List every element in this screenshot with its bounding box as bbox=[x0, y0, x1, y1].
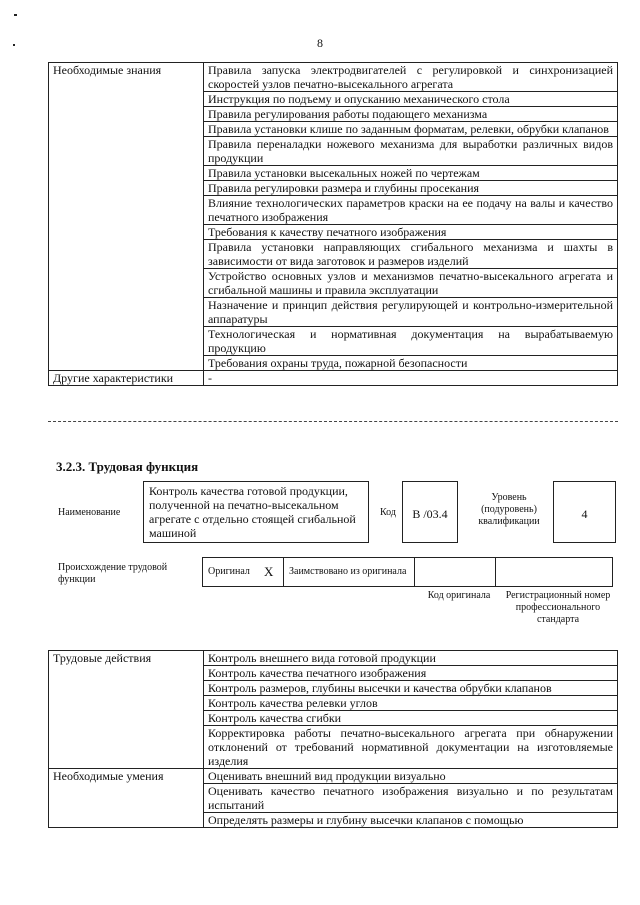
row-item: - bbox=[204, 371, 618, 386]
original-label: Оригинал bbox=[203, 558, 260, 587]
page-number: 8 bbox=[317, 36, 323, 50]
row-item: Технологическая и нормативная документация на вырабатываемую продукцию bbox=[204, 327, 618, 356]
name-label: Наименование bbox=[58, 507, 121, 518]
original-mark: X bbox=[259, 558, 284, 587]
row-item: Оценивать внешний вид продукции визуально bbox=[204, 769, 618, 784]
table-row bbox=[49, 651, 618, 666]
row-item: Назначение и принцип действия регулирующей и контрольно-измерительной аппаратуры bbox=[204, 298, 618, 327]
origin-table bbox=[202, 557, 613, 587]
table-row bbox=[49, 371, 618, 386]
row-item: Правила запуска электродвигателей с регулировкой и синхронизацией скоростей узлов печатно-высекального агрегата bbox=[204, 63, 618, 92]
row-item: Правила установки направляющих сгибального механизма и шахты в зависимости от вида заготовок и размеров изделий bbox=[204, 240, 618, 269]
reg-number-cell bbox=[496, 558, 613, 587]
row-item: Правила установки высекальных ножей по чертежам bbox=[204, 166, 618, 181]
function-code-value: В /03.4 bbox=[402, 481, 458, 543]
code-original-caption: Код оригинала bbox=[427, 590, 491, 601]
level-label: Уровень (подуровень) квалификации bbox=[478, 492, 540, 527]
table-cut-edge bbox=[48, 421, 618, 422]
row-item: Корректировка работы печатно-высекального агрегата при обнаружении отклонений от требований нормативной документации на изготовляемые изделия bbox=[204, 726, 618, 769]
row-item: Влияние технологических параметров краски на ее подачу на валы и качество печатного изображения bbox=[204, 196, 618, 225]
row-item: Инструкция по подъему и опусканию механического стола bbox=[204, 92, 618, 107]
row-item: Оценивать качество печатного изображения визуально и по результатам испытаний bbox=[204, 784, 618, 813]
row-item: Правила регулировки размера и глубины просекания bbox=[204, 181, 618, 196]
actions-table bbox=[48, 650, 618, 828]
function-name-value: Контроль качества готовой продукции, полученной на печатно-высекальном агрегате с отдельно стоящей сгибальной машиной bbox=[143, 481, 369, 543]
row-item: Правила регулирования работы подающего механизма bbox=[204, 107, 618, 122]
code-original-cell bbox=[415, 558, 496, 587]
row-item: Правила переналадки ножевого механизма для выработки различных видов продукции bbox=[204, 137, 618, 166]
row-item: Определять размеры и глубину высечки клапанов с помощью bbox=[204, 813, 618, 828]
row-category-label: Необходимые умения bbox=[49, 769, 204, 828]
reg-number-caption: Регистрационный номер профессионального стандарта bbox=[505, 590, 611, 625]
borrowed-label: Заимствовано из оригинала bbox=[284, 558, 415, 587]
row-item: Контроль качества печатного изображения bbox=[204, 666, 618, 681]
row-item: Контроль размеров, глубины высечки и качества обрубки клапанов bbox=[204, 681, 618, 696]
row-category-label: Трудовые действия bbox=[49, 651, 204, 769]
code-label: Код bbox=[380, 507, 396, 518]
row-category-label: Необходимые знания bbox=[49, 63, 204, 371]
table-row bbox=[49, 769, 618, 784]
row-item: Требования охраны труда, пожарной безопасности bbox=[204, 356, 618, 371]
origin-label: Происхождение трудовой функции bbox=[58, 562, 168, 585]
row-item: Устройство основных узлов и механизмов печатно-высекального агрегата и сгибальной машины и правила эксплуатации bbox=[204, 269, 618, 298]
row-category-label: Другие характеристики bbox=[49, 371, 204, 386]
row-item: Требования к качеству печатного изображения bbox=[204, 225, 618, 240]
row-item: Контроль качества сгибки bbox=[204, 711, 618, 726]
section-title: 3.2.3. Трудовая функция bbox=[56, 459, 199, 474]
knowledge-table bbox=[48, 62, 618, 386]
table-row bbox=[49, 63, 618, 92]
row-item: Правила установки клише по заданным форматам, релевки, обрубки клапанов bbox=[204, 122, 618, 137]
row-item: Контроль внешнего вида готовой продукции bbox=[204, 651, 618, 666]
level-value: 4 bbox=[553, 481, 616, 543]
scan-speck bbox=[14, 14, 17, 16]
row-item: Контроль качества релевки углов bbox=[204, 696, 618, 711]
